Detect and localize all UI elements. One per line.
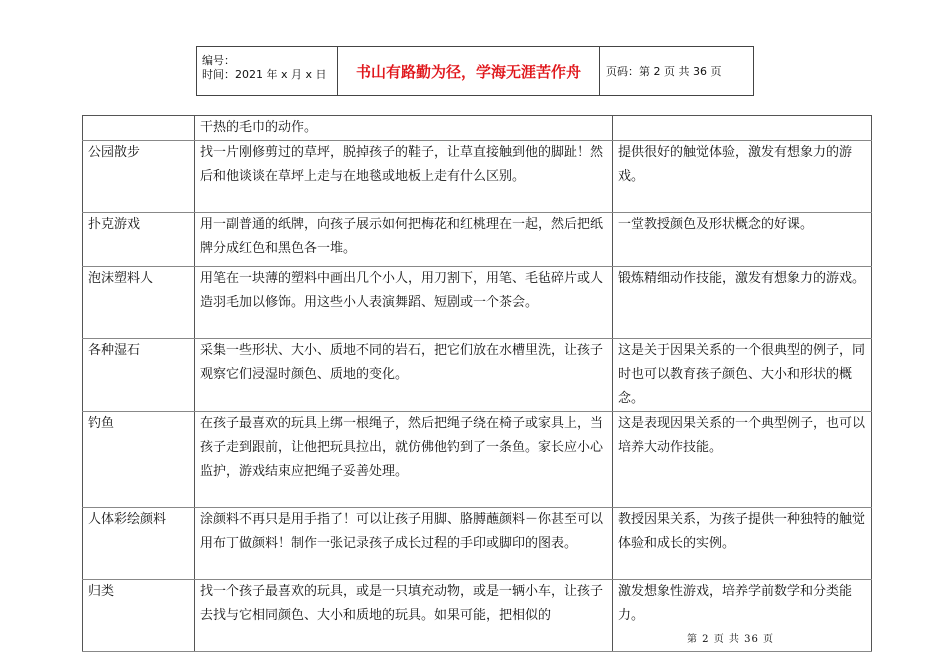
- activity-name-cell: 扑克游戏: [83, 213, 195, 267]
- activity-name-cell: 公园散步: [83, 141, 195, 213]
- activity-name-cell: 归类: [83, 580, 195, 652]
- activity-benefit-cell: 一堂教授颜色及形状概念的好课。: [613, 213, 872, 267]
- activity-description-cell: 找一片刚修剪过的草坪，脱掉孩子的鞋子，让草直接触到他的脚趾！然后和他谈谈在草坪上走与在地毯或地板上走有什么区别。: [195, 141, 613, 213]
- activity-table: [82, 115, 872, 652]
- activity-benefit-cell: 这是表现因果关系的一个典型例子，也可以培养大动作技能。: [613, 412, 872, 508]
- activity-benefit-cell: [613, 116, 872, 141]
- activity-description-cell: 采集一些形状、大小、质地不同的岩石，把它们放在水槽里洗，让孩子观察它们浸湿时颜色、质地的变化。: [195, 339, 613, 412]
- document-header: [196, 46, 754, 96]
- activity-name-cell: 各种湿石: [83, 339, 195, 412]
- page-footer: 第 2 页 共 36 页: [687, 634, 774, 645]
- table-row: [83, 116, 872, 141]
- activity-description-cell: 找一个孩子最喜欢的玩具，或是一只填充动物，或是一辆小车，让孩子去找与它相同颜色、大小和质地的玩具。如果可能，把相似的: [195, 580, 613, 652]
- activity-benefit-cell: 激发想象性游戏，培养学前数学和分类能力。: [613, 580, 872, 652]
- activity-benefit-cell: 提供很好的触觉体验，激发有想象力的游戏。: [613, 141, 872, 213]
- table-row: [83, 412, 872, 508]
- table-row: [83, 141, 872, 213]
- activity-description-cell: 干热的毛巾的动作。: [195, 116, 613, 141]
- document-time-label: 时间：2021 年 x 月 x 日: [202, 68, 327, 81]
- header-motto: 书山有路勤为径，学海无涯苦作舟: [338, 47, 600, 95]
- activity-benefit-cell: 锻炼精细动作技能，激发有想象力的游戏。: [613, 267, 872, 339]
- activity-name-cell: 人体彩绘颜料: [83, 508, 195, 580]
- table-row: [83, 339, 872, 412]
- table-row: [83, 213, 872, 267]
- activity-name-cell: 钓鱼: [83, 412, 195, 508]
- header-meta: [197, 47, 338, 95]
- activity-benefit-cell: 这是关于因果关系的一个很典型的例子，同时也可以教育孩子颜色、大小和形状的概念。: [613, 339, 872, 412]
- activity-description-cell: 涂颜料不再只是用手指了！可以让孩子用脚、胳膊蘸颜料－你甚至可以用布丁做颜料！制作一张记录孩子成长过程的手印或脚印的图表。: [195, 508, 613, 580]
- activity-table-body: [83, 116, 872, 652]
- activity-name-cell: [83, 116, 195, 141]
- activity-description-cell: 在孩子最喜欢的玩具上绑一根绳子，然后把绳子绕在椅子或家具上，当孩子走到跟前，让他把玩具拉出，就仿佛他钓到了一条鱼。家长应小心监护，游戏结束应把绳子妥善处理。: [195, 412, 613, 508]
- header-page-number: 页码：第 2 页 共 36 页: [606, 65, 722, 78]
- table-row: [83, 267, 872, 339]
- document-number-label: 编号：: [202, 54, 235, 67]
- table-row: [83, 508, 872, 580]
- activity-description-cell: 用一副普通的纸牌，向孩子展示如何把梅花和红桃理在一起，然后把纸牌分成红色和黑色各一堆。: [195, 213, 613, 267]
- activity-description-cell: 用笔在一块薄的塑料中画出几个小人，用刀割下，用笔、毛毡碎片或人造羽毛加以修饰。用这些小人表演舞蹈、短剧或一个茶会。: [195, 267, 613, 339]
- activity-benefit-cell: 教授因果关系，为孩子提供一种独特的触觉体验和成长的实例。: [613, 508, 872, 580]
- activity-name-cell: 泡沫塑料人: [83, 267, 195, 339]
